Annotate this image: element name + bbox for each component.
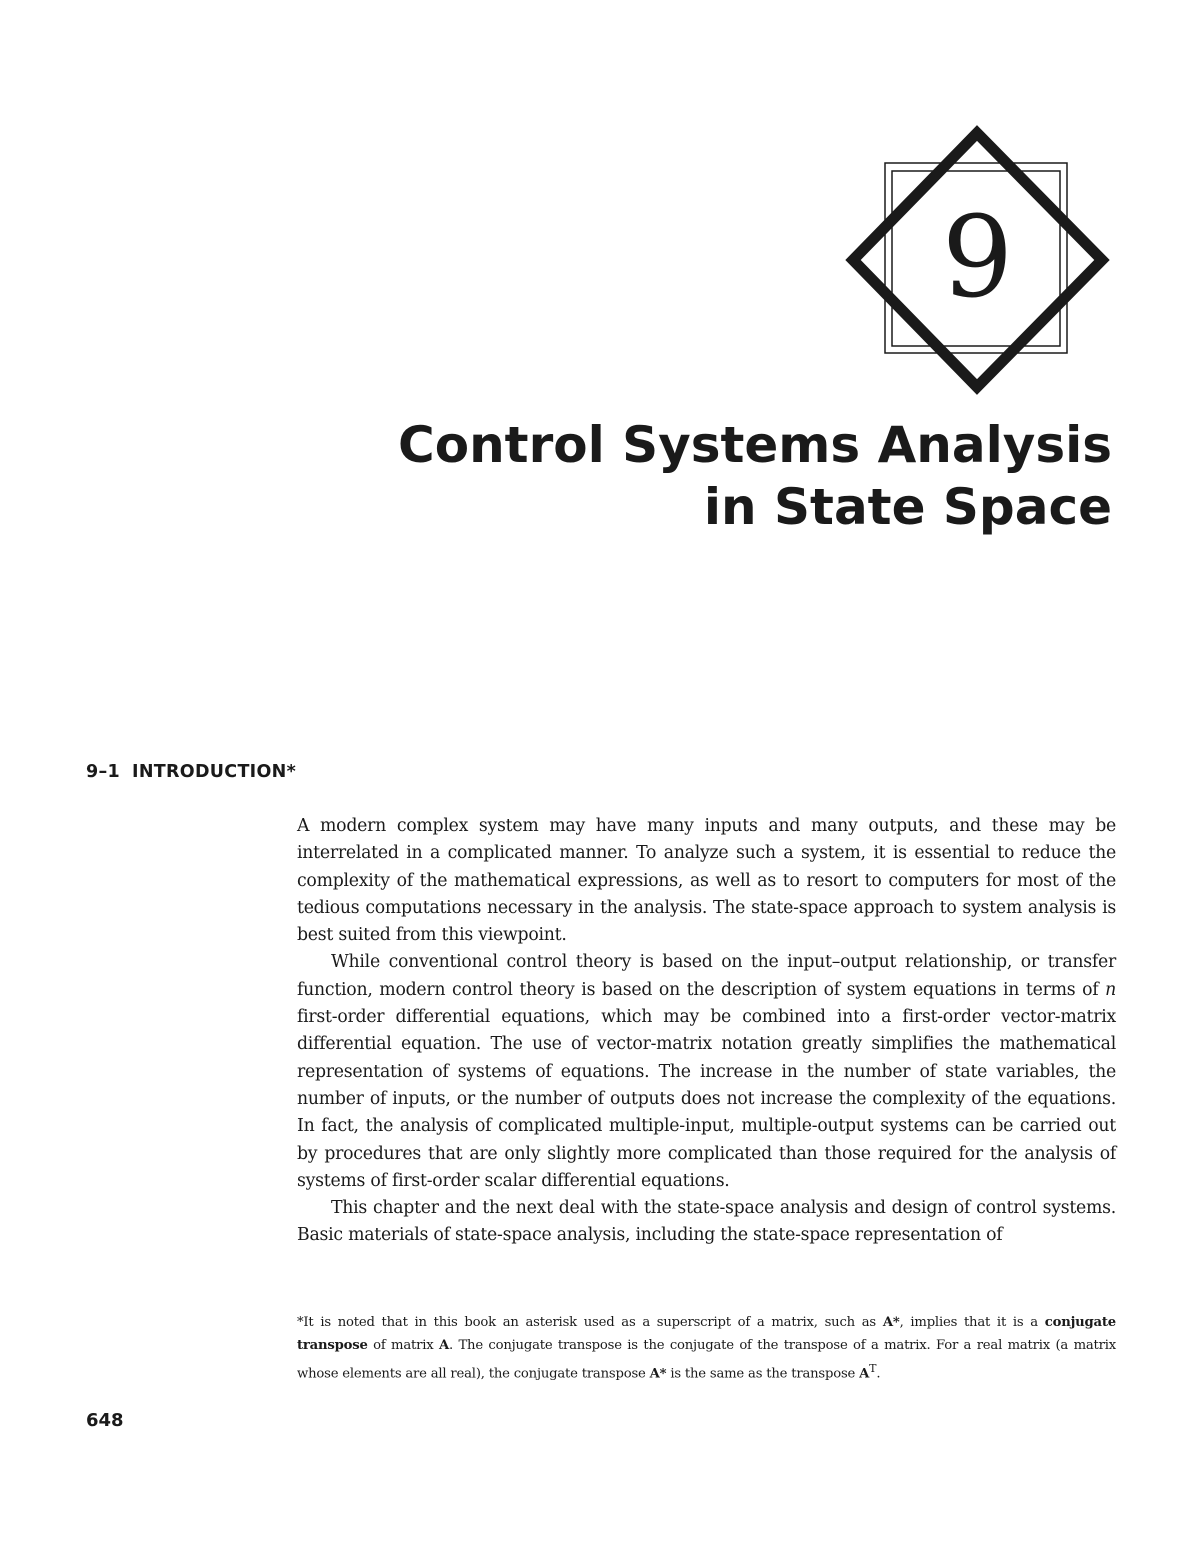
footnote-text: . The conjugate transpose is the conjugate of the transpose of a matrix. For a real matrix (a matrix whose elements are all real), the conjugate transpose <box>297 1338 1116 1382</box>
footnote-text: is the same as the transpose <box>666 1366 860 1382</box>
paragraph-text: While conventional control theory is based on the input–output relationship, or transfer function, modern control theory is based on the description of system equations in terms of <box>297 952 1116 1000</box>
matrix-symbol: A <box>859 1366 870 1382</box>
body-text <box>297 813 1116 1250</box>
footnote-text: of matrix <box>367 1338 439 1353</box>
footnote-term: conjugate transpose <box>297 1315 1116 1353</box>
footnote <box>297 1311 1116 1385</box>
chapter-title-line-1: Control Systems Analysis <box>398 416 1112 474</box>
matrix-symbol: A* <box>649 1366 667 1382</box>
variable-n: n <box>1105 979 1116 1000</box>
chapter-title <box>398 414 1112 538</box>
transpose-superscript: T <box>869 1362 877 1375</box>
chapter-number: 9 <box>941 193 1014 323</box>
page-number: 648 <box>86 1410 124 1431</box>
paragraph <box>297 949 1116 1195</box>
section-heading <box>86 762 296 782</box>
matrix-symbol: A <box>438 1338 449 1353</box>
paragraph: This chapter and the next deal with the state-space analysis and design of control systems. Basic materials of state-space analysis, including the state-space representation of <box>297 1198 1116 1246</box>
footnote-text: , implies that it is a <box>899 1315 1045 1330</box>
paragraph-text: first-order differential equations, which may be combined into a first-order vector-matrix differential equation. The use of vector-matrix notation greatly simplifies the mathematical representation of systems of equations. The increase in the number of state variables, the number of inputs, or the number of outputs does not increase the complexity of the equations. In fact, the analysis of complicated multiple-input, multiple-output systems can be carried out by procedures that are only slightly more complicated than those required for the analysis of systems of first-order scalar differential equations. <box>297 1007 1116 1191</box>
footnote-text: . <box>876 1366 881 1382</box>
section-title: INTRODUCTION* <box>132 762 297 782</box>
matrix-symbol: A* <box>882 1315 900 1330</box>
footnote-text: *It is noted that in this book an asterisk used as a superscript of a matrix, such as <box>297 1315 883 1330</box>
section-number: 9–1 <box>86 762 121 782</box>
paragraph: A modern complex system may have many inputs and many outputs, and these may be interrelated in a complicated manner. To analyze such a system, it is essential to reduce the complexity of the mathematical expressions, as well as to resort to computers for most of the tedious computations necessary in the analysis. The state-space approach to system analysis is best suited from this viewpoint. <box>297 816 1116 946</box>
chapter-title-line-2: in State Space <box>703 478 1112 536</box>
